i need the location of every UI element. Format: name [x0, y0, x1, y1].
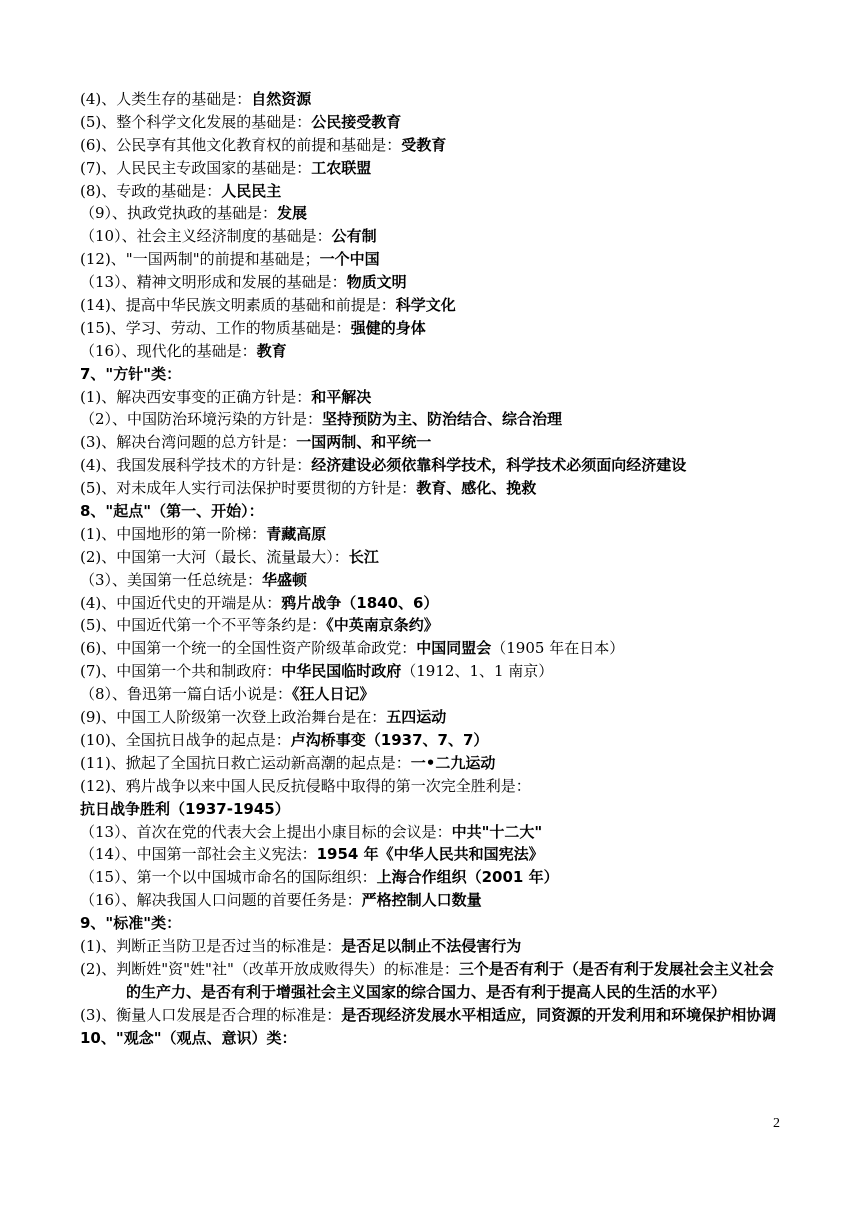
question-text: （16）、现代化的基础是：	[80, 341, 257, 360]
list-item	[80, 546, 785, 569]
answer-text: 《狂人日记》	[292, 685, 375, 704]
question-text: （16）、解决我国人口问题的首要任务是：	[80, 891, 362, 910]
answer-text: 一个中国	[319, 250, 380, 269]
section-heading	[80, 1027, 785, 1050]
list-item	[80, 523, 785, 546]
question-text: （14）、中国第一部社会主义宪法：	[80, 845, 317, 864]
list-item	[80, 294, 785, 317]
answer-text: 和平解决	[311, 387, 372, 406]
section-heading	[80, 798, 785, 821]
answer-text: 是否现经济发展水平相适应，同资源的开发利用和环境保护相协调	[341, 1005, 777, 1024]
answer-text: 公有制	[331, 227, 377, 246]
list-item	[80, 706, 785, 729]
answer-text: 发展	[277, 204, 308, 223]
section-heading	[80, 363, 785, 386]
question-text: (3)、衡量人口发展是否合理的标准是：	[80, 1005, 342, 1024]
list-item	[80, 408, 785, 431]
note-text: （1905 年在日本）	[491, 639, 625, 658]
answer-text: 鸦片战争（1840、6）	[281, 593, 439, 612]
question-text: (1)、解决西安事变的正确方针是：	[80, 387, 312, 406]
question-text: （10）、社会主义经济制度的基础是：	[80, 227, 332, 246]
answer-text: 1954 年《中华人民共和国宪法》	[316, 845, 544, 864]
heading-text: 10、"观念"（观点、意识）类：	[80, 1028, 297, 1047]
list-item	[80, 271, 785, 294]
answer-text: 一国两制、和平统一	[296, 433, 432, 452]
list-item	[80, 775, 785, 798]
list-item	[80, 729, 785, 752]
list-item	[80, 958, 785, 1004]
answer-text: 卢沟桥事变（1937、7、7）	[290, 730, 489, 749]
question-text: (1)、判断正当防卫是否过当的标准是：	[80, 936, 342, 955]
question-text: (2)、中国第一大河（最长、流量最大）：	[80, 547, 349, 566]
list-item	[80, 614, 785, 637]
question-text: (2)、判断姓"资"姓"社"（改革开放成败得失）的标准是：	[80, 959, 459, 978]
question-text: （3）、美国第一任总统是：	[80, 570, 263, 589]
list-item	[80, 317, 785, 340]
list-item	[80, 431, 785, 454]
list-item	[80, 821, 785, 844]
list-item	[80, 660, 785, 683]
answer-text: 三个是否有利于（是否有利于发展社会主义社会的生产力、是否有利于增强社会主义国家的综合国力、是否有利于提高人民的生活的水平）	[126, 959, 774, 1001]
question-text: (9)、中国工人阶级第一次登上政治舞台是在：	[80, 708, 387, 727]
answer-text: 人民民主	[221, 181, 282, 200]
heading-text: 8、"起点"（第一、开始）：	[80, 502, 264, 521]
question-text: （15）、第一个以中国城市命名的国际组织：	[80, 868, 377, 887]
question-text: （13）、精神文明形成和发展的基础是：	[80, 273, 347, 292]
answer-text: 中华民国临时政府	[281, 662, 402, 681]
answer-text: 中共"十二大"	[451, 822, 543, 841]
page-number: 2	[773, 1116, 780, 1131]
document-body	[80, 88, 785, 1049]
question-text: （8）、鲁迅第一篇白话小说是：	[80, 685, 293, 704]
question-text: (11)、掀起了全国抗日救亡运动新高潮的起点是：	[80, 753, 411, 772]
note-text: （1912、1、1 南京）	[401, 662, 554, 681]
list-item	[80, 248, 785, 271]
question-text: (6)、公民享有其他文化教育权的前提和基础是：	[80, 135, 402, 154]
question-text: (12)、"一国两制"的前提和基础是；	[80, 250, 320, 269]
list-item	[80, 683, 785, 706]
answer-text: 一•二九运动	[410, 753, 496, 772]
answer-text: 强健的身体	[350, 318, 426, 337]
answer-text: 青藏高原	[266, 524, 327, 543]
list-item	[80, 340, 785, 363]
question-text: (8)、专政的基础是：	[80, 181, 222, 200]
answer-text: 教育	[256, 341, 287, 360]
answer-text: 科学文化	[395, 296, 456, 315]
list-item	[80, 866, 785, 889]
list-item	[80, 1004, 785, 1027]
list-item	[80, 134, 785, 157]
list-item	[80, 111, 785, 134]
list-item	[80, 637, 785, 660]
answer-text: 经济建设必须依靠科学技术，科学技术必须面向经济建设	[311, 456, 687, 475]
list-item	[80, 180, 785, 203]
list-item	[80, 889, 785, 912]
list-item	[80, 386, 785, 409]
list-item	[80, 454, 785, 477]
heading-text: 9、"标准"类：	[80, 914, 182, 933]
question-text: (1)、中国地形的第一阶梯：	[80, 524, 267, 543]
list-item	[80, 569, 785, 592]
list-item	[80, 935, 785, 958]
question-text: (5)、对未成年人实行司法保护时要贯彻的方针是：	[80, 479, 417, 498]
question-text: (10)、全国抗日战争的起点是：	[80, 730, 291, 749]
heading-text: 抗日战争胜利（1937-1945）	[80, 799, 290, 818]
question-text: (4)、人类生存的基础是：	[80, 90, 252, 108]
list-item	[80, 752, 785, 775]
answer-text: 中国同盟会	[416, 639, 492, 658]
question-text: (4)、中国近代史的开端是从：	[80, 593, 282, 612]
list-item	[80, 843, 785, 866]
question-text: (12)、鸦片战争以来中国人民反抗侵略中取得的第一次完全胜利是：	[80, 776, 531, 795]
question-text: (7)、人民民主专政国家的基础是：	[80, 158, 312, 177]
answer-text: 坚持预防为主、防治结合、综合治理	[322, 410, 563, 429]
list-item	[80, 88, 785, 111]
section-heading	[80, 912, 785, 935]
question-text: （2）、中国防治环境污染的方针是：	[80, 410, 323, 429]
question-text: (15)、学习、劳动、工作的物质基础是：	[80, 318, 351, 337]
question-text: （9）、执政党执政的基础是：	[80, 204, 278, 223]
question-text: (7)、中国第一个共和制政府：	[80, 662, 282, 681]
answer-text: 教育、感化、挽救	[416, 479, 537, 498]
question-text: (4)、我国发展科学技术的方针是：	[80, 456, 312, 475]
question-text: （13）、首次在党的代表大会上提出小康目标的会议是：	[80, 822, 452, 841]
answer-text: 工农联盟	[311, 158, 372, 177]
list-item	[80, 592, 785, 615]
question-text: (6)、中国第一个统一的全国性资产阶级革命政党：	[80, 639, 417, 658]
question-text: (3)、解决台湾问题的总方针是：	[80, 433, 297, 452]
answer-text: 长江	[348, 547, 379, 566]
list-item	[80, 477, 785, 500]
question-text: (5)、整个科学文化发展的基础是：	[80, 112, 312, 131]
list-item	[80, 225, 785, 248]
answer-text: 受教育	[401, 135, 447, 154]
question-text: (14)、提高中华民族文明素质的基础和前提是：	[80, 296, 396, 315]
answer-text: 五四运动	[386, 708, 447, 727]
section-heading	[80, 500, 785, 523]
answer-text: 上海合作组织（2001 年）	[376, 868, 559, 887]
answer-text: 物质文明	[346, 273, 407, 292]
list-item	[80, 157, 785, 180]
list-item	[80, 202, 785, 225]
answer-text: 自然资源	[251, 90, 312, 108]
answer-text: 公民接受教育	[311, 112, 402, 131]
heading-text: 7、"方针"类：	[80, 364, 182, 383]
answer-text: 《中英南京条约》	[326, 616, 439, 635]
question-text: (5)、中国近代第一个不平等条约是：	[80, 616, 327, 635]
answer-text: 严格控制人口数量	[361, 891, 482, 910]
answer-text: 是否足以制止不法侵害行为	[341, 936, 522, 955]
answer-text: 华盛顿	[262, 570, 308, 589]
